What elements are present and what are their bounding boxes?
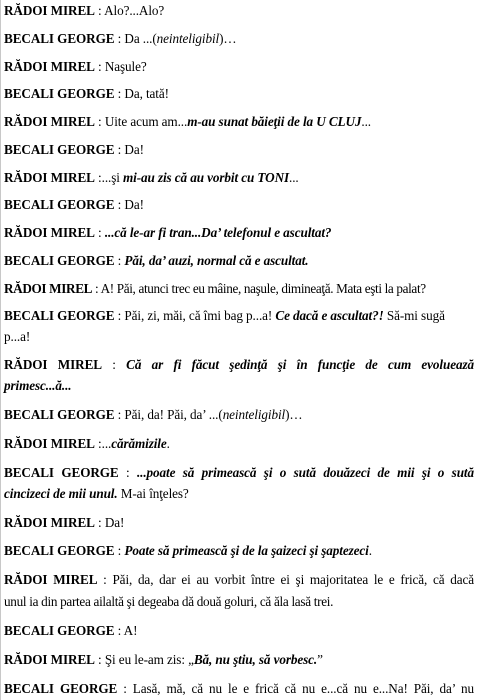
speaker-name: BECALI GEORGE [4, 465, 119, 480]
line-text-emphasis: primesc...ă... [4, 378, 72, 393]
transcript-line [4, 281, 474, 297]
speaker-name: BECALI GEORGE [4, 142, 115, 157]
speaker-name: BECALI GEORGE [4, 86, 115, 101]
speaker-name: RĂDOI MIREL [4, 572, 98, 587]
line-text-emphasis: Păi, da’ auzi, normal că e ascultat. [124, 253, 309, 268]
speaker-name: BECALI GEORGE [4, 681, 118, 696]
transcript-line [4, 465, 474, 481]
line-text: :... [94, 436, 112, 451]
transcript-line [4, 407, 474, 423]
line-text: )… [285, 407, 303, 422]
line-text-emphasis: Bă, nu ştiu, să vorbesc. [193, 652, 318, 667]
speaker-name: RĂDOI MIREL [4, 281, 93, 296]
line-text: : Lasă, mă, că nu le e frică că nu e...că nu e...Na! Păi, da’ nu [117, 681, 475, 696]
line-text: : Şi eu le-am zis: „ [94, 652, 194, 667]
speaker-name: RĂDOI MIREL [4, 515, 95, 530]
transcript-line-continued [4, 594, 474, 610]
line-text: : [114, 253, 125, 268]
transcript-line [4, 3, 474, 19]
transcript-line-continued [4, 329, 474, 345]
transcript-line-continued [4, 486, 474, 502]
line-text-emphasis: cincizeci de mii unul. [4, 486, 118, 501]
speaker-name: RĂDOI MIREL [4, 357, 102, 372]
transcript-line [4, 225, 474, 241]
transcript-line [4, 436, 474, 452]
transcript-line [4, 681, 474, 697]
line-text: : [101, 357, 127, 372]
line-text: Să-mi sugă [383, 308, 445, 323]
transcript-line [4, 308, 474, 324]
line-text: )… [219, 31, 237, 46]
line-text-emphasis: mi-au zis că au vorbit cu TONI [123, 170, 290, 185]
line-text-emphasis: cărămizile [111, 436, 167, 451]
transcript-line [4, 59, 474, 75]
line-text: : Păi, da, dar ei au vorbit între ei şi majoritatea le e frică, că dacă [97, 572, 474, 587]
speaker-name: BECALI GEORGE [4, 308, 115, 323]
line-text: : Da! [114, 142, 144, 157]
line-text: : [114, 543, 125, 558]
speaker-name: BECALI GEORGE [4, 407, 115, 422]
line-text: : Naşule? [94, 59, 147, 74]
line-text: : [94, 225, 105, 240]
line-text-italic: neinteligibil [222, 407, 286, 422]
transcript-line [4, 114, 474, 130]
line-text: : Păi, da! Păi, da’ ...( [114, 407, 223, 422]
line-text: : A! [114, 623, 138, 638]
transcript-line [4, 253, 474, 269]
speaker-name: BECALI GEORGE [4, 543, 115, 558]
speaker-name: BECALI GEORGE [4, 31, 115, 46]
line-text: . [368, 543, 372, 558]
speaker-name: BECALI GEORGE [4, 253, 115, 268]
transcript-line [4, 623, 474, 639]
transcript-line [4, 652, 474, 668]
line-text-emphasis: Poate să primească şi de la şaizeci şi şaptezeci [124, 543, 369, 558]
line-text: unul ia din partea ailaltă şi degeaba dă două goluri, că ăla lasă trei. [4, 594, 334, 609]
line-text-emphasis: ...că le-ar fi tran...Da’ telefonul e ascultat? [104, 225, 332, 240]
line-text: :...şi [94, 170, 124, 185]
line-text: : Păi, zi, măi, că îmi bag p...a! [114, 308, 276, 323]
line-text: : Alo?...Alo? [94, 3, 165, 18]
line-text: : Da! [114, 197, 144, 212]
transcript-line-continued [4, 378, 474, 394]
line-text: ... [289, 170, 299, 185]
line-text: : A! Păi, atunci trec eu mâine, naşule, dimineaţă. Mata eşti la palat? [92, 281, 426, 296]
transcript-line [4, 170, 474, 186]
line-text: ... [361, 114, 371, 129]
transcript-line [4, 515, 474, 531]
line-text-emphasis: m-au sunat băieţii de la U CLUJ [187, 114, 362, 129]
speaker-name: RĂDOI MIREL [4, 170, 95, 185]
speaker-name: BECALI GEORGE [4, 623, 115, 638]
line-text: : Da ...( [114, 31, 157, 46]
speaker-name: BECALI GEORGE [4, 197, 115, 212]
speaker-name: RĂDOI MIREL [4, 225, 95, 240]
transcript-line [4, 31, 474, 47]
line-text: ” [317, 652, 323, 667]
line-text: : [118, 465, 137, 480]
line-text: p...a! [4, 329, 31, 344]
speaker-name: RĂDOI MIREL [4, 114, 95, 129]
transcript-line [4, 197, 474, 213]
line-text: : Uite acum am... [94, 114, 188, 129]
speaker-name: RĂDOI MIREL [4, 59, 95, 74]
line-text: : Da! [94, 515, 125, 530]
transcript-line [4, 543, 474, 559]
transcript-line [4, 357, 474, 373]
line-text-emphasis: Ce dacă e ascultat?! [275, 308, 384, 323]
transcript-line [4, 86, 474, 102]
transcript-line [4, 572, 474, 588]
line-text-emphasis: ...poate să primească şi o sută douăzeci de mii şi o sută [136, 465, 474, 480]
speaker-name: RĂDOI MIREL [4, 436, 95, 451]
line-text: M-ai înţeles? [117, 486, 189, 501]
speaker-name: RĂDOI MIREL [4, 652, 95, 667]
line-text-emphasis: Că ar fi făcut şedinţă şi în funcţie de cum evoluează [126, 357, 475, 372]
transcript-line [4, 142, 474, 158]
line-text-italic: neinteligibil [156, 31, 220, 46]
speaker-name: RĂDOI MIREL [4, 3, 95, 18]
line-text: : Da, tată! [114, 86, 169, 101]
line-text: . [166, 436, 170, 451]
